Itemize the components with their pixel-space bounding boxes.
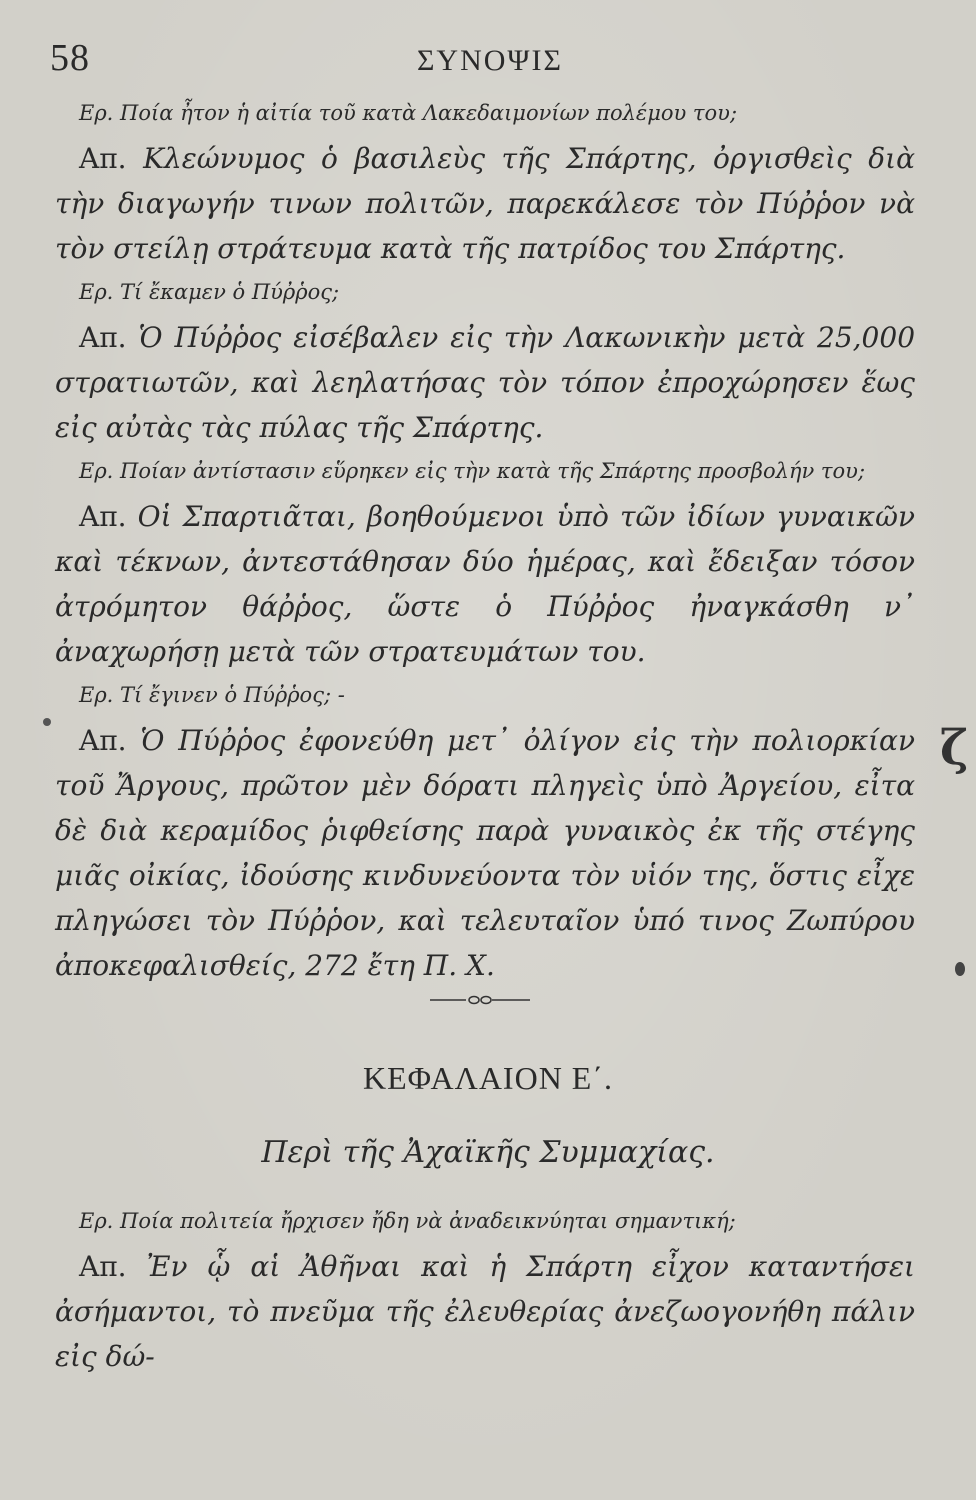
page-number: 58 xyxy=(50,37,90,79)
answer-label: Απ. xyxy=(79,724,127,757)
chapter-subtitle: Περὶ τῆς Ἀχαϊκῆς Συμμαχίας. xyxy=(261,1135,715,1170)
question-1: Ερ. Ποία ἦτον ἡ αἰτία τοῦ κατὰ Λακεδαιμονίων πολέμου του; xyxy=(79,101,738,125)
answer-text: Ἐν ᾧ αἱ Ἀθῆναι καὶ ἡ Σπάρτη εἶχον καταντήσει ἀσήμαντοι, τὸ πνεῦμα τῆς ἐλευθερίας ἀνεζωογονήθη πάλιν εἰς δώ- xyxy=(55,1250,916,1373)
answer-text: Κλεώνυμος ὁ βασιλεὺς τῆς Σπάρτης, ὀργισθεὶς διὰ τὴν διαγωγήν τινων πολιτῶν, παρεκάλεσε τὸν Πύῤῥον νὰ τὸν στείλῃ στράτευμα κατὰ τῆς πατρίδος του Σπάρτης. xyxy=(55,142,915,265)
answer-text: Ὁ Πύῤῥος ἐφονεύθη μετ᾽ ὀλίγον εἰς τὴν πολιορκίαν τοῦ Ἄργους, πρῶτον μὲν δόρατι πληγεὶς ὑπὸ Ἀργείου, εἶτα δὲ διὰ κεραμίδος ῥιφθείσης παρὰ γυναικὸς ἐκ τῆς στέγης μιᾶς οἰκίας, ἰδούσης κινδυνεύοντα τὸν υἱόν της, ὅστις εἶχε πληγώσει τὸν Πύῤῥον, καὶ τελευταῖον ὑπό τινος Ζωπύρου ἀποκεφαλισθείς, 272 ἔτη Π. Χ. xyxy=(55,724,915,982)
question-2: Ερ. Τί ἔκαμεν ὁ Πύῤῥος; xyxy=(79,280,340,304)
answer-4 xyxy=(55,718,915,988)
answer-text: Ὁ Πύῤῥος εἰσέβαλεν εἰς τὴν Λακωνικὴν μετὰ 25,000 στρατιωτῶν, καὶ λεηλατήσας τὸν τόπον ἐπροχώρησεν ἕως εἰς αὐτὰς τὰς πύλας τῆς Σπάρτης. xyxy=(55,321,916,444)
answer-label: Απ. xyxy=(79,142,127,175)
answer-label: Απ. xyxy=(79,321,127,354)
margin-ink-dot xyxy=(955,962,965,976)
chapter-title: ΚΕΦΑΛΑΙΟΝ Ε΄. xyxy=(362,1060,613,1096)
answer-label: Απ. xyxy=(79,1250,127,1283)
body-text xyxy=(55,92,915,990)
chapter-body xyxy=(55,1200,915,1381)
running-head: ΣΥΝΟΨΙΣ xyxy=(416,44,564,77)
page-header xyxy=(50,36,930,86)
answer-2 xyxy=(55,315,915,450)
answer-text: Οἱ Σπαρτιᾶται, βοηθούμενοι ὑπὸ τῶν ἰδίων γυναικῶν καὶ τέκνων, ἀντεστάθησαν δύο ἡμέρας, καὶ ἔδειξαν τόσον ἀτρόμητον θάῤῥος, ὥστε ὁ Πύῤῥος ἠναγκάσθη ν᾽ ἀναχωρήσῃ μετὰ τῶν στρατευμάτων του. xyxy=(55,500,915,668)
margin-ink-dot-left xyxy=(43,718,51,726)
answer-1 xyxy=(55,136,915,271)
question-4: Ερ. Τί ἔγινεν ὁ Πύῤῥος; - xyxy=(79,683,345,707)
answer-5 xyxy=(55,1244,915,1379)
handwritten-margin-mark: ζ xyxy=(940,720,969,776)
answer-label: Απ. xyxy=(79,500,127,533)
question-3: Ερ. Ποίαν ἀντίστασιν εὕρηκεν εἰς τὴν κατὰ τῆς Σπάρτης προσβολήν του; xyxy=(79,459,866,483)
question-5: Ερ. Ποία πολιτεία ἤρχισεν ἤδη νὰ ἀναδεικνύηται σημαντική; xyxy=(79,1209,736,1233)
section-divider-ornament xyxy=(430,992,530,1008)
answer-3 xyxy=(55,494,915,674)
